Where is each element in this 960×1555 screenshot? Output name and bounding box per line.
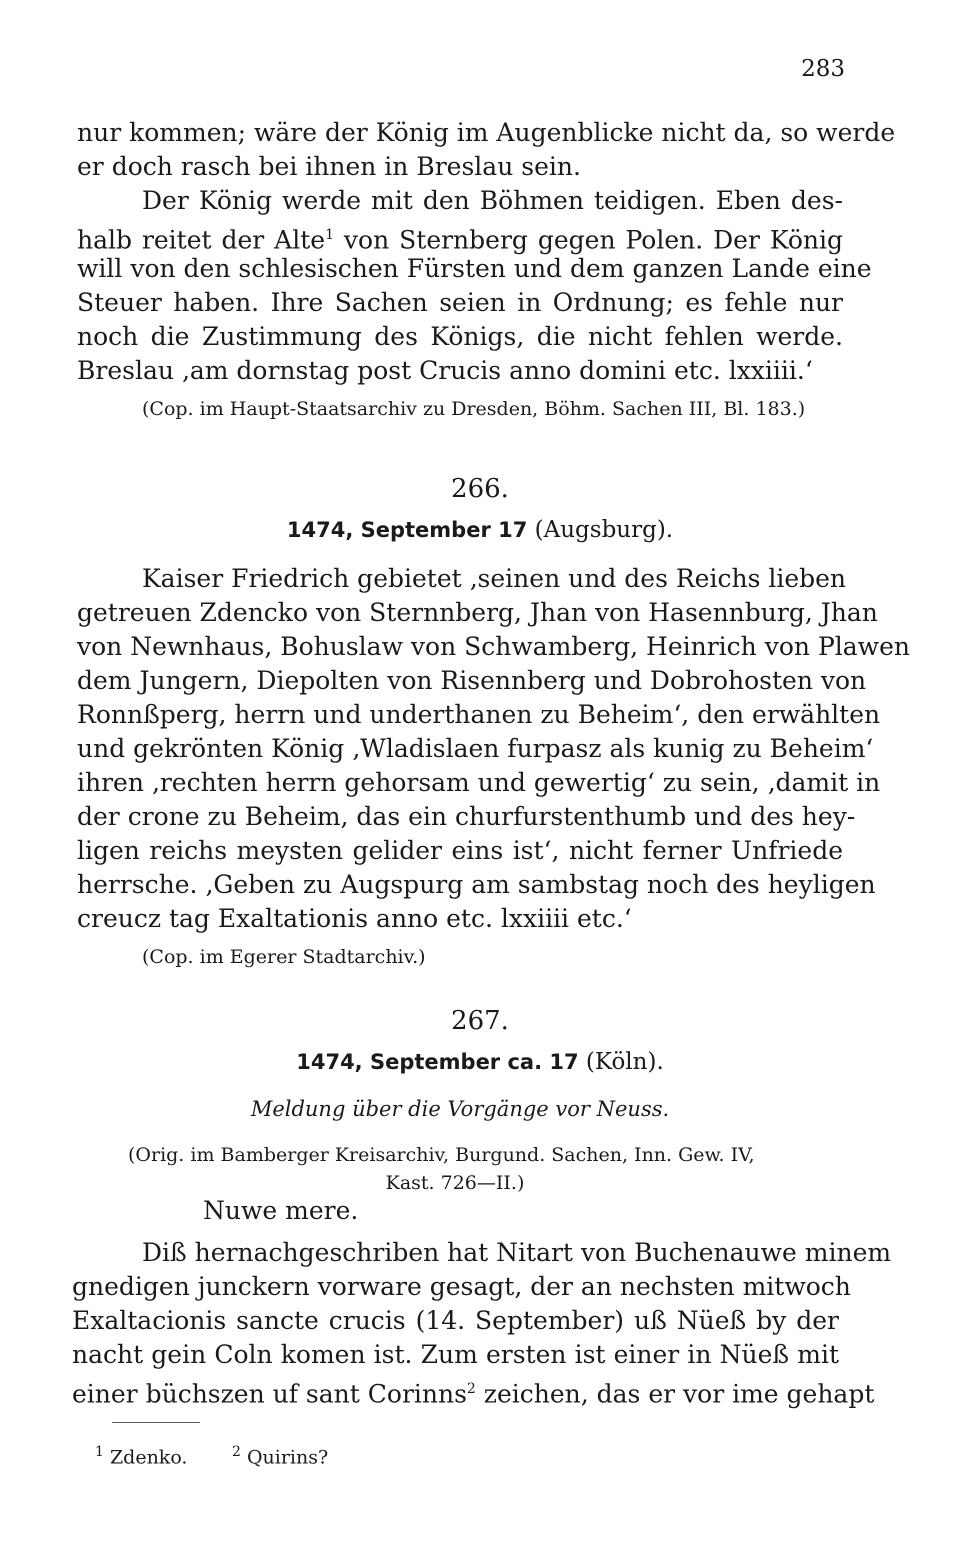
text-segment: zeichen, das er vor ime gehapt [475, 1379, 875, 1409]
text-line: Der König werde mit den Böhmen teidigen. Eben des- [142, 186, 843, 215]
text-line: Exaltacionis sancte crucis (14. September) uß Nüeß by der [72, 1306, 839, 1335]
text-line: Diß hernachgeschriben hat Nitart von Buchenauwe minem [142, 1238, 892, 1267]
text-line: dem Jungern, Diepolten von Risennberg und Dobrohosten von [77, 666, 867, 695]
footnote-text: Quirins? [240, 1446, 329, 1469]
text-line: nur kommen; wäre der König im Augenblicke nicht da, so werde [77, 118, 896, 147]
document-date: 1474, September 17 [286, 518, 528, 542]
document-number: 267. [451, 1006, 509, 1036]
document-number: 266. [451, 474, 509, 504]
text-line: er doch rasch bei ihnen in Breslau sein. [77, 152, 581, 181]
source-citation: (Cop. im Haupt-Staatsarchiv zu Dresden, Böhm. Sachen III, Bl. 183.) [142, 398, 806, 420]
text-line: und gekrönten König ‚Wladislaen furpasz als kunig zu Beheim‘ [77, 734, 874, 763]
document-place: (Augsburg). [527, 517, 674, 543]
footnote-mark: 2 [466, 1381, 476, 1397]
footnote-mark: 1 [95, 1444, 104, 1460]
document-heading [0, 1044, 960, 1079]
text-line: herrsche. ‚Geben zu Augspurg am sambstag noch des heyligen [77, 870, 876, 899]
text-line: noch die Zustimmung des Königs, die nicht fehlen werde. [77, 322, 843, 351]
footnote-2 [232, 1444, 328, 1468]
text-segment: halb reitet der Alte [77, 225, 326, 255]
text-line: ihren ‚rechten herrn gehorsam und gewertig‘ zu sein, ‚damit in [77, 768, 881, 797]
text-segment: von Sternberg gegen Polen. Der König [334, 225, 843, 255]
text-line: ligen reichs meysten gelider eins ist‘, nicht ferner Unfriede [77, 836, 843, 865]
text-line: will von den schlesischen Fürsten und dem ganzen Lande eine [77, 254, 872, 283]
text-line: Breslau ‚am dornstag post Crucis anno domini etc. lxxiiii.‘ [77, 356, 813, 385]
text-line: getreuen Zdencko von Sternnberg, Jhan von Hasennburg, Jhan [77, 598, 878, 627]
text-line: Ronnßperg, herrn und underthanen zu Beheim‘, den erwählten [77, 700, 881, 729]
text-line: der crone zu Beheim, das ein churfurstenthumb und des hey- [77, 802, 856, 831]
text-line: Steuer haben. Ihre Sachen seien in Ordnung; es fehle nur [77, 288, 843, 317]
opening-phrase: Nuwe mere. [203, 1196, 359, 1225]
document-heading [0, 512, 960, 547]
footnote-mark: 2 [232, 1444, 241, 1460]
footnote-rule [112, 1422, 200, 1423]
document-date: 1474, September ca. 17 [296, 1050, 579, 1074]
document-summary: Meldung über die Vorgänge vor Neuss. [250, 1097, 670, 1121]
text-line: gnedigen junckern vorware gesagt, der an nechsten mitwoch [72, 1272, 851, 1301]
source-citation: (Cop. im Egerer Stadtarchiv.) [142, 946, 426, 968]
page-number: 283 [801, 56, 845, 82]
footnote-1 [95, 1444, 187, 1468]
text-segment: einer büchszen uf sant Corinns [72, 1379, 467, 1409]
text-line: von Newnhaus, Bohuslaw von Schwamberg, Heinrich von Plawen [77, 632, 910, 661]
text-line: nacht gein Coln komen ist. Zum ersten ist einer in Nüeß mit [72, 1340, 839, 1369]
text-line [72, 1372, 875, 1411]
footnote-text: Zdenko. [103, 1446, 188, 1469]
source-citation: Kast. 726—II.) [385, 1172, 525, 1194]
text-line: creucz tag Exaltationis anno etc. lxxiiii etc.‘ [77, 904, 632, 933]
document-place: (Köln). [578, 1049, 664, 1075]
source-citation: (Orig. im Bamberger Kreisarchiv, Burgund. Sachen, Inn. Gew. IV, [128, 1144, 755, 1166]
text-line: Kaiser Friedrich gebietet ‚seinen und des Reichs lieben [142, 564, 847, 593]
footnote-mark: 1 [325, 227, 334, 243]
